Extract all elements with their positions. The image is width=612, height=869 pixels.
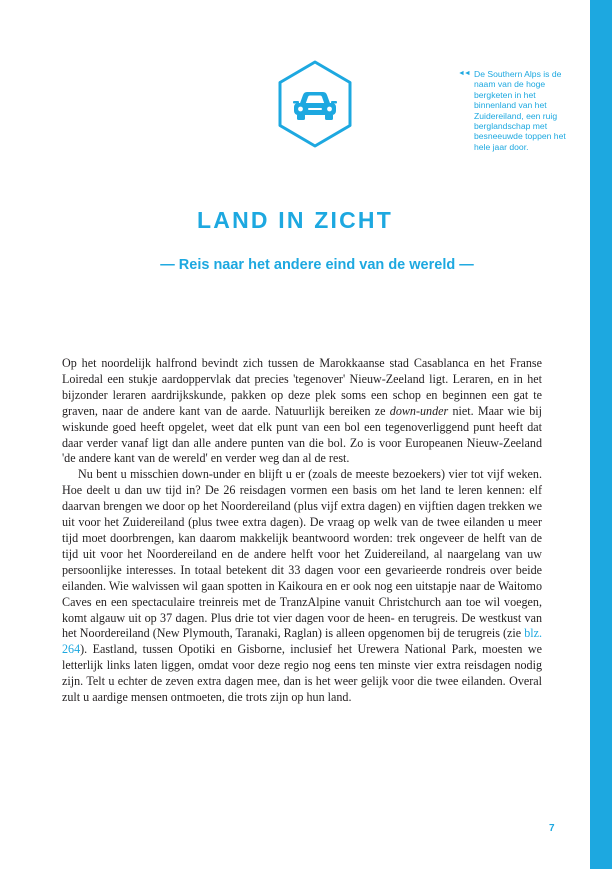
- sidenote: [458, 69, 576, 152]
- car-icon: [277, 59, 353, 149]
- chapter-subtitle: — Reis naar het andere eind van de wereld —: [160, 257, 474, 273]
- page-number: 7: [549, 823, 555, 834]
- page-edge-color-bar: [590, 0, 612, 869]
- chapter-title: LAND IN ZICHT: [197, 207, 393, 233]
- paragraph-1: Op het noordelijk halfrond bevindt zich tussen de Marokkaanse stad Casablanca en het Franse Loiredal een stukje aardoppervlak dat precies 'tegenover' Nieuw-Zeeland ligt. Leraren, en in het bijzonder leraren aardrijkskunde, pakken op deze plek soms een schop en beginnen een gat te graven, naar de andere kant van de aarde. Natuurlijk bereiken ze down-under niet. Maar wie bij wiskunde goed heeft opgelet, weet dat elk punt van een bol een tegenoverliggend punt heeft dat daar verder vanaf ligt dan alle andere punten van die bol. Zo is voor Europeanen Nieuw-Zeeland 'de andere kant van de wereld' en verder weg dan al de rest.: [62, 356, 542, 466]
- body-text: [62, 356, 542, 706]
- sidenote-text: De Southern Alps is de naam van de hoge bergketen in het binnenland van het Zuidereiland, een ruig berglandschap met besneeuwde toppen het hele jaar door.: [474, 69, 566, 152]
- paragraph-2: Nu bent u misschien down-under en blijft u er (zoals de meeste bezoekers) vier tot vijf weken. Hoe deelt u dan uw tijd in? De 26 reisdagen vormen een basis om het land te leren kennen: elf daarvan brengen we door op het Noordereiland (plus vijf extra dagen) en vijftien dagen trekken we uit voor het Zuidereiland (plus twee extra dagen). De vraag op welk van de twee eilanden u meer tijd moet doorbrengen, kan daarom makkelijk beantwoord worden: trek ongeveer de helft van de tijd uit voor het Noordereiland en de andere helft voor het Zuidereiland, al naargelang van uw persoonlijke interesses. In totaal betekent dit 33 dagen voor een gevarieerde rondreis over beide eilanden. Wie walvissen wil gaan spotten in Kaikoura en er ook nog een uitstapje naar de Waitomo Caves en een spectaculaire treinreis met de TranzAlpine vanuit Christchurch aan toe wil voegen, komt algauw uit op 37 dagen. Plus drie tot vier dagen voor de heen- en terugreis. De westkust van het Noordereiland (New Plymouth, Taranaki, Raglan) is alleen opgenomen bij de terugreis (zie blz. 264). Eastland, tussen Opotiki en Gisborne, inclusief het Urewera National Park, moesten we letterlijk links laten liggen, omdat voor deze regio nog eens ten minste vier extra reisdagen nodig zijn. Telt u echter de zeven extra dagen mee, dan is het weer gelijk voor die twee eilanden. Overal zult u aardige mensen ontmoeten, die trots zijn op hun land.: [62, 467, 542, 705]
- emphasis-down-under: down-under: [389, 403, 449, 418]
- double-arrow-left-icon: ◄◄: [458, 70, 470, 77]
- page-reference-link[interactable]: blz. 264: [62, 626, 542, 657]
